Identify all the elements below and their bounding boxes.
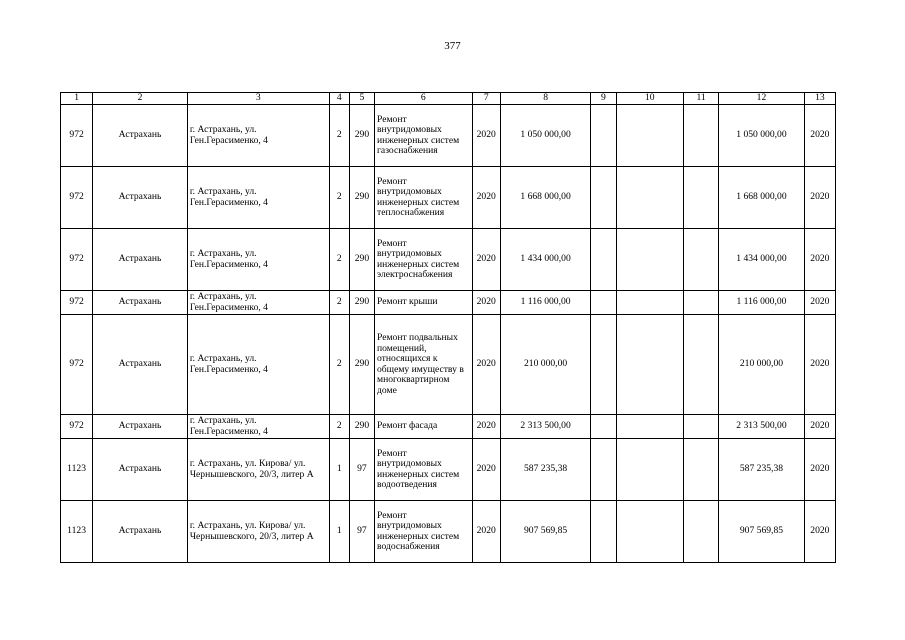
cell-work: Ремонт крыши — [375, 291, 473, 315]
cell-city: Астрахань — [93, 229, 188, 291]
cell-col5: 290 — [349, 315, 374, 415]
cell-work: Ремонт внутридомовых инженерных систем газоснабжения — [375, 105, 473, 167]
cell-col13: 2020 — [804, 501, 835, 563]
cell-id: 1123 — [61, 439, 93, 501]
cell-col5: 290 — [349, 291, 374, 315]
cell-id: 1123 — [61, 501, 93, 563]
cell-col12: 1 434 000,00 — [719, 229, 805, 291]
cell-col13: 2020 — [804, 229, 835, 291]
cell-cost: 1 116 000,00 — [500, 291, 591, 315]
cell-col12: 1 116 000,00 — [719, 291, 805, 315]
cell-id: 972 — [61, 415, 93, 439]
cell-col10 — [616, 315, 683, 415]
repair-program-table — [60, 92, 836, 563]
cell-col5: 290 — [349, 167, 374, 229]
cell-col9 — [591, 315, 616, 415]
cell-col13: 2020 — [804, 439, 835, 501]
cell-address: г. Астрахань, ул. Кирова/ ул. Чернышевского, 20/3, литер А — [187, 439, 329, 501]
cell-col10 — [616, 291, 683, 315]
cell-city: Астрахань — [93, 291, 188, 315]
cell-col11 — [683, 501, 718, 563]
header-cell: 10 — [616, 93, 683, 105]
cell-city: Астрахань — [93, 501, 188, 563]
cell-col4: 2 — [329, 105, 349, 167]
header-row — [61, 93, 836, 105]
cell-year: 2020 — [472, 291, 500, 315]
cell-col4: 1 — [329, 439, 349, 501]
cell-city: Астрахань — [93, 439, 188, 501]
cell-col12: 587 235,38 — [719, 439, 805, 501]
cell-year: 2020 — [472, 167, 500, 229]
cell-address: г. Астрахань, ул. Кирова/ ул. Чернышевского, 20/3, литер А — [187, 501, 329, 563]
cell-id: 972 — [61, 105, 93, 167]
cell-col10 — [616, 415, 683, 439]
header-cell: 6 — [375, 93, 473, 105]
header-cell: 7 — [472, 93, 500, 105]
cell-work: Ремонт внутридомовых инженерных систем водоотведения — [375, 439, 473, 501]
cell-year: 2020 — [472, 415, 500, 439]
cell-cost: 210 000,00 — [500, 315, 591, 415]
cell-col5: 97 — [349, 501, 374, 563]
cell-col9 — [591, 439, 616, 501]
cell-col12: 2 313 500,00 — [719, 415, 805, 439]
cell-address: г. Астрахань, ул. Ген.Герасименко, 4 — [187, 105, 329, 167]
cell-work: Ремонт подвальных помещений, относящихся к общему имуществу в многоквартирном доме — [375, 315, 473, 415]
cell-col4: 2 — [329, 315, 349, 415]
cell-col5: 290 — [349, 229, 374, 291]
cell-city: Астрахань — [93, 167, 188, 229]
cell-col11 — [683, 167, 718, 229]
cell-year: 2020 — [472, 439, 500, 501]
cell-id: 972 — [61, 229, 93, 291]
header-cell: 12 — [719, 93, 805, 105]
cell-col10 — [616, 439, 683, 501]
table-row — [61, 229, 836, 291]
page-number: 377 — [444, 40, 461, 52]
cell-address: г. Астрахань, ул. Ген.Герасименко, 4 — [187, 229, 329, 291]
cell-col11 — [683, 415, 718, 439]
cell-col12: 1 050 000,00 — [719, 105, 805, 167]
table-row — [61, 415, 836, 439]
cell-cost: 907 569,85 — [500, 501, 591, 563]
cell-col12: 1 668 000,00 — [719, 167, 805, 229]
cell-year: 2020 — [472, 315, 500, 415]
cell-cost: 1 050 000,00 — [500, 105, 591, 167]
cell-col10 — [616, 167, 683, 229]
header-cell: 1 — [61, 93, 93, 105]
header-cell: 11 — [683, 93, 718, 105]
header-cell: 3 — [187, 93, 329, 105]
header-cell: 4 — [329, 93, 349, 105]
cell-col11 — [683, 229, 718, 291]
header-cell: 2 — [93, 93, 188, 105]
cell-address: г. Астрахань, ул. Ген.Герасименко, 4 — [187, 415, 329, 439]
cell-city: Астрахань — [93, 415, 188, 439]
table-row — [61, 105, 836, 167]
header-cell: 9 — [591, 93, 616, 105]
cell-col4: 1 — [329, 501, 349, 563]
cell-col12: 907 569,85 — [719, 501, 805, 563]
cell-year: 2020 — [472, 501, 500, 563]
cell-work: Ремонт фасада — [375, 415, 473, 439]
cell-col13: 2020 — [804, 105, 835, 167]
cell-work: Ремонт внутридомовых инженерных систем электроснабжения — [375, 229, 473, 291]
table-row — [61, 291, 836, 315]
cell-col9 — [591, 291, 616, 315]
cell-cost: 587 235,38 — [500, 439, 591, 501]
cell-col5: 290 — [349, 415, 374, 439]
cell-col5: 97 — [349, 439, 374, 501]
cell-id: 972 — [61, 315, 93, 415]
table-row — [61, 439, 836, 501]
cell-col10 — [616, 105, 683, 167]
header-cell: 5 — [349, 93, 374, 105]
cell-col11 — [683, 315, 718, 415]
cell-col12: 210 000,00 — [719, 315, 805, 415]
cell-cost: 1 668 000,00 — [500, 167, 591, 229]
cell-id: 972 — [61, 167, 93, 229]
cell-col13: 2020 — [804, 291, 835, 315]
cell-col5: 290 — [349, 105, 374, 167]
cell-col9 — [591, 501, 616, 563]
cell-city: Астрахань — [93, 315, 188, 415]
table-row — [61, 501, 836, 563]
header-cell: 13 — [804, 93, 835, 105]
cell-cost: 2 313 500,00 — [500, 415, 591, 439]
cell-col4: 2 — [329, 229, 349, 291]
cell-col13: 2020 — [804, 167, 835, 229]
cell-cost: 1 434 000,00 — [500, 229, 591, 291]
cell-col9 — [591, 167, 616, 229]
header-cell: 8 — [500, 93, 591, 105]
cell-work: Ремонт внутридомовых инженерных систем водоснабжения — [375, 501, 473, 563]
cell-id: 972 — [61, 291, 93, 315]
cell-address: г. Астрахань, ул. Ген.Герасименко, 4 — [187, 167, 329, 229]
cell-col4: 2 — [329, 167, 349, 229]
cell-col11 — [683, 105, 718, 167]
cell-col4: 2 — [329, 415, 349, 439]
cell-col9 — [591, 229, 616, 291]
cell-address: г. Астрахань, ул. Ген.Герасименко, 4 — [187, 315, 329, 415]
cell-city: Астрахань — [93, 105, 188, 167]
cell-col10 — [616, 501, 683, 563]
table-row — [61, 315, 836, 415]
cell-work: Ремонт внутридомовых инженерных систем теплоснабжения — [375, 167, 473, 229]
cell-col9 — [591, 415, 616, 439]
cell-col10 — [616, 229, 683, 291]
cell-year: 2020 — [472, 105, 500, 167]
cell-col13: 2020 — [804, 315, 835, 415]
cell-address: г. Астрахань, ул. Ген.Герасименко, 4 — [187, 291, 329, 315]
cell-col9 — [591, 105, 616, 167]
cell-year: 2020 — [472, 229, 500, 291]
cell-col11 — [683, 439, 718, 501]
table-row — [61, 167, 836, 229]
cell-col13: 2020 — [804, 415, 835, 439]
cell-col4: 2 — [329, 291, 349, 315]
cell-col11 — [683, 291, 718, 315]
